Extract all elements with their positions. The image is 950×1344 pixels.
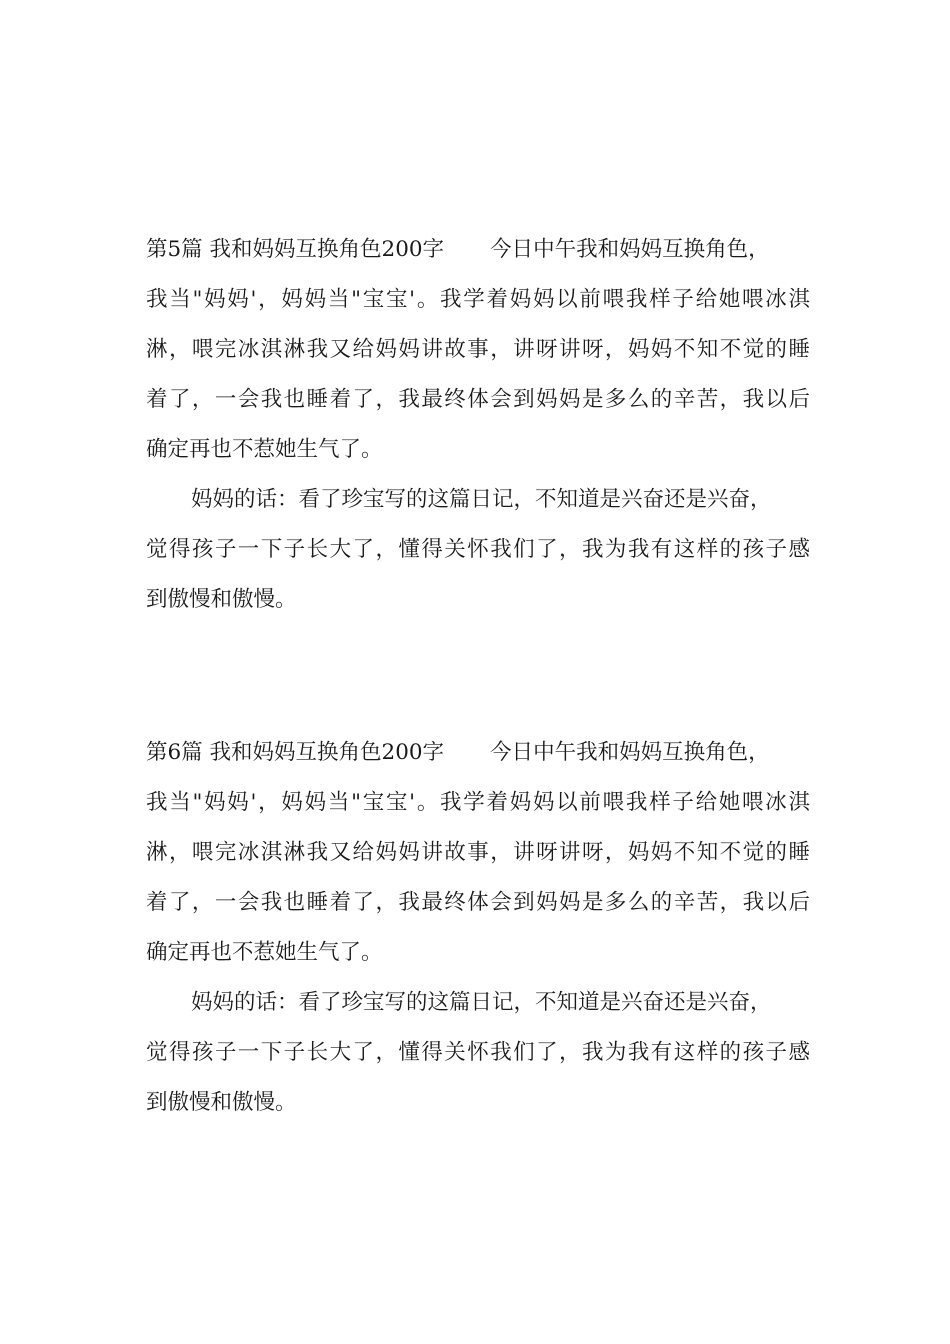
- paragraph-line: 着了，一会我也睡着了，我最终体会到妈妈是多么的辛苦，我以后: [146, 387, 810, 412]
- paragraph-line: 确定再也不惹她生气了。: [146, 940, 383, 965]
- article-title: 第6篇 我和妈妈互换角色200字: [146, 740, 445, 765]
- paragraph-line: 觉得孩子一下子长大了，懂得关怀我们了，我为我有这样的孩子感: [146, 1040, 810, 1065]
- article-section-6: [146, 733, 810, 1133]
- paragraph-line: 淋，喂完冰淇淋我又给妈妈讲故事，讲呀讲呀，妈妈不知不觉的睡: [146, 840, 810, 865]
- paragraph-line: 到傲慢和傲慢。: [146, 587, 297, 612]
- article-first-line: [146, 733, 810, 783]
- paragraph-line: 淋，喂完冰淇淋我又给妈妈讲故事，讲呀讲呀，妈妈不知不觉的睡: [146, 337, 810, 362]
- paragraph-text: 今日中午我和妈妈互换角色，: [490, 740, 770, 765]
- paragraph-line: 觉得孩子一下子长大了，懂得关怀我们了，我为我有这样的孩子感: [146, 537, 810, 562]
- paragraph-line: 我当"妈妈'，妈妈当"宝宝'。我学着妈妈以前喂我样子给她喂冰淇: [146, 287, 810, 312]
- paragraph-line: 我当"妈妈'，妈妈当"宝宝'。我学着妈妈以前喂我样子给她喂冰淇: [146, 790, 810, 815]
- paragraph-line: 确定再也不惹她生气了。: [146, 437, 383, 462]
- article-title: 第5篇 我和妈妈互换角色200字: [146, 237, 445, 262]
- paragraph-line: 到傲慢和傲慢。: [146, 1090, 297, 1115]
- paragraph-text: 今日中午我和妈妈互换角色，: [490, 237, 770, 262]
- article-first-line: [146, 230, 810, 280]
- article-section-5: [146, 230, 810, 630]
- paragraph-line: 着了，一会我也睡着了，我最终体会到妈妈是多么的辛苦，我以后: [146, 890, 810, 915]
- paragraph-line: 妈妈的话：看了珍宝写的这篇日记，不知道是兴奋还是兴奋，: [191, 990, 772, 1015]
- paragraph-line: 妈妈的话：看了珍宝写的这篇日记，不知道是兴奋还是兴奋，: [191, 487, 772, 512]
